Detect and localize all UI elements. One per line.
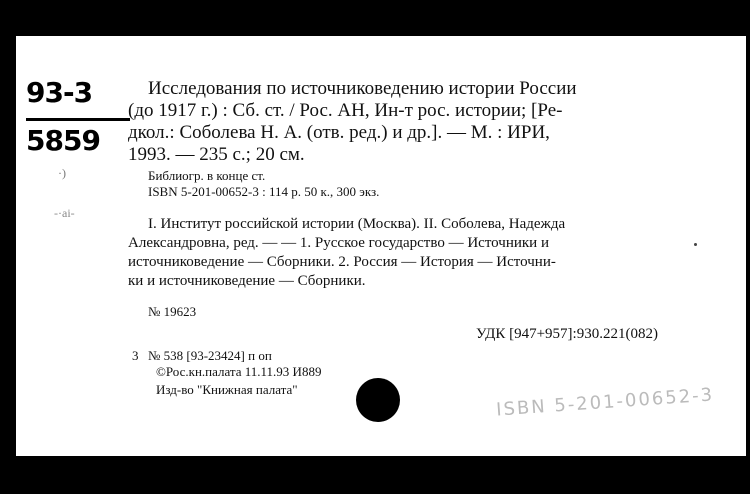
order-number: № 538 [93-23424] п оп	[148, 348, 272, 363]
shelfmark-divider	[26, 118, 130, 121]
publisher-line: Изд-во "Книжная палата"	[156, 382, 298, 397]
book-chamber-stamp: ©Рос.кн.палата 11.11.93 И889	[156, 364, 322, 379]
tracing-line-2: Александровна, ред. — — 1. Русское государство — Источники и	[128, 235, 549, 251]
catalog-card	[16, 36, 746, 456]
isbn-line: ISBN 5-201-00652-3 : 114 р. 50 к., 300 экз.	[148, 184, 380, 199]
entry-line-3: дкол.: Соболева Н. А. (отв. ред.) и др.]. — М. : ИРИ,	[128, 122, 550, 143]
entry-title-line: Исследования по источниковедению истории России	[148, 78, 577, 99]
shelfmark-bottom: 5859	[26, 124, 100, 157]
entry-line-4: 1993. — 235 с.; 20 см.	[128, 144, 305, 165]
tracing-line-4: ки и источниковедение — Сборники.	[128, 273, 366, 289]
stray-dot	[694, 243, 697, 246]
tracing-line-1: I. Институт российской истории (Москва). II. Соболева, Надежда	[148, 216, 566, 232]
tracing-line-3: источниковедение — Сборники. 2. Россия — История — Источни-	[128, 254, 556, 270]
side-mark-small: ·)	[58, 166, 66, 180]
udk-code: УДК [947+957]:930.221(082)	[476, 326, 658, 342]
side-mark: -·аі-	[54, 206, 75, 220]
bibliography-note: Библиогр. в конце ст.	[148, 168, 266, 183]
card-punch-hole	[356, 378, 400, 422]
shelfmark-top: 93-3	[26, 76, 93, 109]
card-number: № 19623	[148, 304, 197, 319]
pencil-annotation: ISBN 5-201-00652-3	[495, 384, 715, 421]
entry-line-2: (до 1917 г.) : Сб. ст. / Рос. АН, Ин-т рос. истории; [Ре-	[128, 100, 563, 121]
number-prefix: 3	[132, 348, 139, 363]
